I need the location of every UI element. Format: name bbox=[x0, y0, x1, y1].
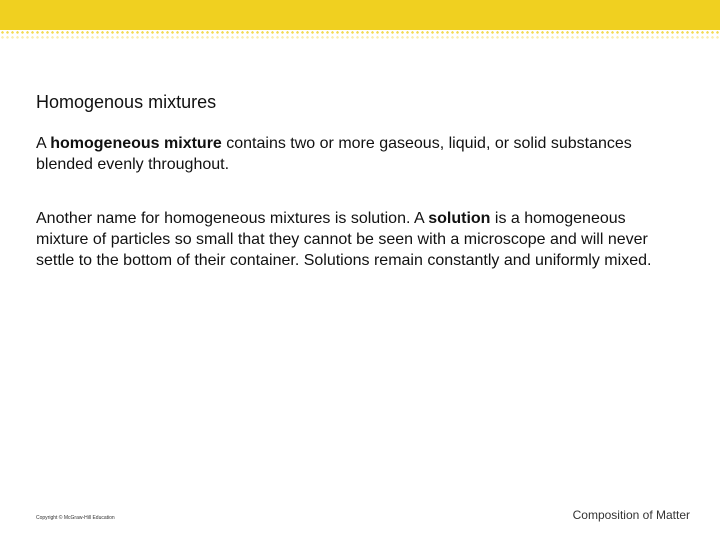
term-solution: solution bbox=[428, 210, 491, 227]
header-dot-fade bbox=[0, 30, 720, 40]
paragraph-definition-text-1: A bbox=[36, 135, 51, 152]
copyright-notice: Copyright © McGraw-Hill Education bbox=[36, 515, 115, 521]
paragraph-solution-text-2: is a homogeneous mixture of particles so small that they cannot be seen with a microscope and will never settle to the bottom of their container. Solutions remain constantly and uniformly mixed. bbox=[36, 210, 652, 269]
paragraph-solution bbox=[36, 208, 656, 271]
paragraph-solution-text-1: Another name for homogeneous mixtures is solution. A bbox=[36, 210, 429, 227]
term-homogeneous-mixture: homogeneous mixture bbox=[50, 135, 222, 152]
footer-topic: Composition of Matter bbox=[572, 508, 690, 522]
slide-title: Homogenous mixtures bbox=[36, 92, 217, 112]
header-band bbox=[0, 0, 720, 30]
paragraph-definition bbox=[36, 133, 656, 175]
paragraph-definition-text-2: contains two or more gaseous, liquid, or solid substances blended evenly throughout. bbox=[36, 135, 632, 173]
